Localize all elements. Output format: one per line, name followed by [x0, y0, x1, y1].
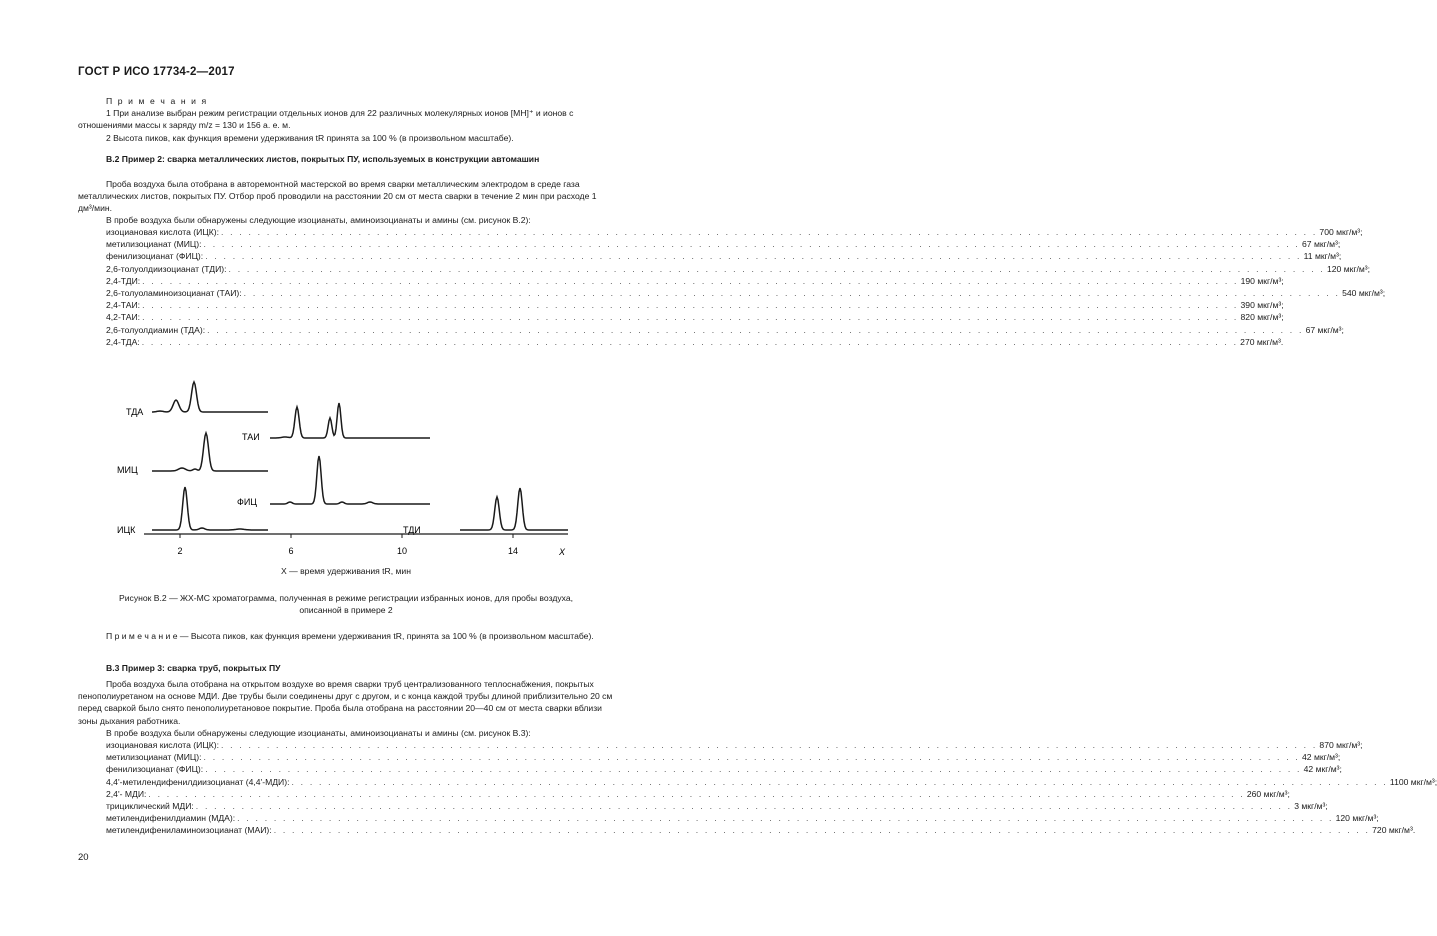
chromatogram-figure	[100, 372, 580, 582]
trace-label: ТДИ	[403, 525, 421, 535]
leader-dots: . . . . . . . . . . . . . . . . . . . . . . . . . . . . . . . . . . . . . . . . . . . . . . . . . . . . . . . . . . . . . . . . . . . . . . . . . . . . . . . . . . . . . . . . . . . . . . . . . . . . . . . . . . . . . . . . . . . . . . . .	[207, 324, 1304, 335]
concentration-value: 11 мкг/м³;	[1303, 251, 1342, 262]
concentration-value: 270 мкг/м³.	[1240, 336, 1284, 347]
substance-name: метилизоцианат (МИЦ):	[106, 752, 202, 763]
concentration-value: 190 мкг/м³;	[1240, 275, 1284, 286]
leader-dots: . . . . . . . . . . . . . . . . . . . . . . . . . . . . . . . . . . . . . . . . . . . . . . . . . . . . . . . . . . . . . . . . . . . . . . . . . . . . . . . . . . . . . . . . . . . . . . . . . . . . . . . . . . . . . . . . . . . . . . . .	[205, 764, 1302, 775]
leader-dots: . . . . . . . . . . . . . . . . . . . . . . . . . . . . . . . . . . . . . . . . . . . . . . . . . . . . . . . . . . . . . . . . . . . . . . . . . . . . . . . . . . . . . . . . . . . . . . . . . . . . . . . . . . . . . . . . . . . . . . . .	[273, 825, 1371, 836]
concentration-value: 820 мкг/м³;	[1240, 312, 1284, 323]
trace-tai	[270, 403, 430, 438]
notes-heading: П р и м е ч а н и я	[106, 96, 208, 106]
leader-dots: . . . . . . . . . . . . . . . . . . . . . . . . . . . . . . . . . . . . . . . . . . . . . . . . . . . . . . . . . . . . . . . . . . . . . . . . . . . . . . . . . . . . . . . . . . . . . . . . . . . . . . . . . . . . . . . . . . . . . . . .	[220, 227, 1318, 237]
leader-dots: . . . . . . . . . . . . . . . . . . . . . . . . . . . . . . . . . . . . . . . . . . . . . . . . . . . . . . . . . . . . . . . . . . . . . . . . . . . . . . . . . . . . . . . . . . . . . . . . . . . . . . . . . . . . . . . . . . . . . . . .	[220, 740, 1318, 750]
substance-name: метилизоцианат (МИЦ):	[106, 239, 202, 250]
substance-name: 2,4'- МДИ:	[106, 788, 147, 799]
concentration-value: 120 мкг/м³;	[1326, 263, 1371, 274]
list-item	[106, 776, 1437, 788]
x-tick-label: 2	[177, 546, 183, 556]
trace-tda	[152, 382, 268, 412]
section-b2-substance-list	[106, 226, 1386, 348]
concentration-value: 700 мкг/м³;	[1319, 227, 1363, 237]
page-number: 20	[78, 852, 89, 863]
concentration-value: 3 мкг/м³;	[1294, 800, 1328, 811]
substance-name: 2,6-толуоламиноизоцианат (ТАИ):	[106, 287, 242, 298]
leader-dots: . . . . . . . . . . . . . . . . . . . . . . . . . . . . . . . . . . . . . . . . . . . . . . . . . . . . . . . . . . . . . . . . . . . . . . . . . . . . . . . . . . . . . . . . . . . . . . . . . . . . . . . . . . . . . . . . . . . . . . . .	[203, 239, 1300, 250]
list-item	[106, 763, 1342, 775]
list-item	[106, 751, 1341, 763]
list-item	[106, 800, 1328, 812]
section-b3-title: B.3 Пример 3: сварка труб, покрытых ПУ	[106, 663, 281, 673]
trace-label: ФИЦ	[237, 497, 257, 507]
substance-name: метилендифениламиноизоцианат (МАИ):	[106, 825, 272, 836]
substance-name: 2,4-ТДИ:	[106, 275, 141, 286]
x-tick-label: 6	[288, 546, 294, 556]
list-item	[106, 824, 1416, 836]
leader-dots: . . . . . . . . . . . . . . . . . . . . . . . . . . . . . . . . . . . . . . . . . . . . . . . . . . . . . . . . . . . . . . . . . . . . . . . . . . . . . . . . . . . . . . . . . . . . . . . . . . . . . . . . . . . . . . . . . . . . . . . .	[142, 312, 1239, 323]
leader-dots: . . . . . . . . . . . . . . . . . . . . . . . . . . . . . . . . . . . . . . . . . . . . . . . . . . . . . . . . . . . . . . . . . . . . . . . . . . . . . . . . . . . . . . . . . . . . . . . . . . . . . . . . . . . . . . . . . . . . . . . .	[141, 336, 1239, 347]
concentration-value: 67 мкг/м³;	[1302, 239, 1341, 250]
substance-name: 2,4-ТДА:	[106, 336, 140, 347]
substance-name: изоциановая кислота (ИЦК):	[106, 227, 219, 237]
concentration-value: 42 мкг/м³;	[1302, 752, 1341, 763]
concentration-value: 870 мкг/м³;	[1319, 740, 1363, 750]
section-b3-substance-list	[106, 739, 1437, 837]
trace-label: ИЦК	[117, 525, 136, 535]
concentration-value: 42 мкг/м³;	[1303, 764, 1342, 775]
list-item	[106, 238, 1341, 250]
trace-label: МИЦ	[117, 465, 138, 475]
list-item	[106, 311, 1284, 323]
list-item	[106, 812, 1379, 824]
note-2: 2 Высота пиков, как функция времени удерживания tR принята за 100 % (в произвольном масштабе).	[106, 133, 514, 143]
list-item	[106, 788, 1290, 800]
leader-dots: . . . . . . . . . . . . . . . . . . . . . . . . . . . . . . . . . . . . . . . . . . . . . . . . . . . . . . . . . . . . . . . . . . . . . . . . . . . . . . . . . . . . . . . . . . . . . . . . . . . . . . . . . . . . . . . . . . . . . . . .	[142, 275, 1239, 286]
leader-dots: . . . . . . . . . . . . . . . . . . . . . . . . . . . . . . . . . . . . . . . . . . . . . . . . . . . . . . . . . . . . . . . . . . . . . . . . . . . . . . . . . . . . . . . . . . . . . . . . . . . . . . . . . . . . . . . . . . . . . . . .	[195, 800, 1293, 811]
list-item	[106, 226, 1363, 238]
x-tick-label: 14	[507, 546, 519, 556]
section-b3-paragraph-1: Проба воздуха была отобрана на открытом воздухе во время сварки труб централизованного теплоснабжения, покрытых пенополиуретаном на основе МДИ. Две трубы были соединены друг с другом, и с конца каждой трубы длиной приблизительно 20 см перед сваркой было снято пенополиуретановое покрытие. Проба была отобрана на расстоянии 20—40 см от места сварки вблизи зоны дыхания работника.	[78, 679, 613, 726]
trace-label: ТАИ	[242, 432, 260, 442]
list-item	[106, 739, 1363, 751]
substance-name: фенилизоцианат (ФИЦ):	[106, 764, 204, 775]
trace-ick	[152, 487, 268, 530]
substance-name: 4,4'-метилендифенилдиизоцианат (4,4'-МДИ):	[106, 776, 290, 787]
list-item	[106, 275, 1284, 287]
section-b2-paragraph-1: Проба воздуха была отобрана в авторемонтной мастерской во время сварки металлическим электродом в среде газа металлических листов, покрытых ПУ. Отбор проб проводили на расстоянии 20 см от места сварки в течение 2 мин при расходе 1 дм³/мин.	[78, 179, 597, 214]
list-item	[106, 250, 1342, 262]
substance-name: трициклический МДИ:	[106, 800, 194, 811]
figure-note: П р и м е ч а н и е — Высота пиков, как функция времени удерживания tR, принята за 100 % (в произвольном масштабе).	[106, 631, 594, 641]
substance-name: фенилизоцианат (ФИЦ):	[106, 251, 204, 262]
list-item	[106, 299, 1284, 311]
trace-label: ТДА	[126, 407, 144, 417]
concentration-value: 67 мкг/м³;	[1305, 324, 1344, 335]
x-tick-label: 10	[396, 546, 408, 556]
leader-dots: . . . . . . . . . . . . . . . . . . . . . . . . . . . . . . . . . . . . . . . . . . . . . . . . . . . . . . . . . . . . . . . . . . . . . . . . . . . . . . . . . . . . . . . . . . . . . . . . . . . . . . . . . . . . . . . . . . . . . . . .	[142, 300, 1239, 311]
figure-caption-line-1: Рисунок B.2 — ЖХ-МС хроматограмма, полученная в режиме регистрации избранных ионов, для пробы воздуха,	[118, 593, 574, 603]
concentration-value: 720 мкг/м³.	[1372, 825, 1416, 836]
concentration-value: 120 мкг/м³;	[1335, 813, 1379, 824]
section-b3-paragraph-2: В пробе воздуха были обнаружены следующие изоцианаты, аминоизоцианаты и амины (см. рисунок B.3):	[106, 728, 531, 738]
leader-dots: . . . . . . . . . . . . . . . . . . . . . . . . . . . . . . . . . . . . . . . . . . . . . . . . . . . . . . . . . . . . . . . . . . . . . . . . . . . . . . . . . . . . . . . . . . . . . . . . . . . . . . . . . . . . . . . . . . . . . . . .	[291, 776, 1388, 787]
section-b2-paragraph-2: В пробе воздуха были обнаружены следующие изоцианаты, аминоизоцианаты и амины (см. рисунок B.2):	[106, 215, 531, 225]
leader-dots: . . . . . . . . . . . . . . . . . . . . . . . . . . . . . . . . . . . . . . . . . . . . . . . . . . . . . . . . . . . . . . . . . . . . . . . . . . . . . . . . . . . . . . . . . . . . . . . . . . . . . . . . . . . . . . . . . . . . . . . .	[237, 813, 1334, 824]
concentration-value: 390 мкг/м³;	[1240, 300, 1284, 311]
section-b2-title: B.2 Пример 2: сварка металлических листов, покрытых ПУ, используемых в конструкции автомашин	[106, 154, 540, 164]
x-axis-letter: X	[559, 547, 566, 557]
substance-name: 4,2-ТАИ:	[106, 312, 141, 323]
leader-dots: . . . . . . . . . . . . . . . . . . . . . . . . . . . . . . . . . . . . . . . . . . . . . . . . . . . . . . . . . . . . . . . . . . . . . . . . . . . . . . . . . . . . . . . . . . . . . . . . . . . . . . . . . . . . . . . . . . . . . . . .	[205, 251, 1302, 262]
substance-name: метилендифенилдиамин (МДА):	[106, 813, 236, 824]
concentration-value: 1100 мкг/м³;	[1389, 776, 1437, 787]
note-1: 1 При анализе выбран режим регистрации отдельных ионов для 22 различных молекулярных ионов [MH]⁺ и ионов с отношениями массы к заряду m/z = 130 и 156 а. е. м.	[78, 108, 574, 131]
leader-dots: . . . . . . . . . . . . . . . . . . . . . . . . . . . . . . . . . . . . . . . . . . . . . . . . . . . . . . . . . . . . . . . . . . . . . . . . . . . . . . . . . . . . . . . . . . . . . . . . . . . . . . . . . . . . . . . . . . . . . . . .	[203, 752, 1300, 763]
list-item	[106, 324, 1344, 336]
substance-name: 2,6-толуолдиамин (ТДА):	[106, 324, 206, 335]
figure-x-axis-label: X — время удерживания tR, мин	[281, 566, 411, 576]
trace-fic	[270, 456, 430, 504]
leader-dots: . . . . . . . . . . . . . . . . . . . . . . . . . . . . . . . . . . . . . . . . . . . . . . . . . . . . . . . . . . . . . . . . . . . . . . . . . . . . . . . . . . . . . . . . . . . . . . . . . . . . . . . . . . . . . . . . . . . . . . . .	[243, 287, 1341, 298]
substance-name: 2,4-ТАИ:	[106, 300, 141, 311]
list-item	[106, 336, 1284, 348]
list-item	[106, 287, 1386, 299]
trace-tdi	[460, 488, 568, 530]
substance-name: 2,6-толуолдиизоцианат (ТДИ):	[106, 263, 227, 274]
figure-caption-line-2: описанной в примере 2	[299, 605, 393, 615]
document-header: ГОСТ Р ИСО 17734-2—2017	[78, 66, 235, 78]
leader-dots: . . . . . . . . . . . . . . . . . . . . . . . . . . . . . . . . . . . . . . . . . . . . . . . . . . . . . . . . . . . . . . . . . . . . . . . . . . . . . . . . . . . . . . . . . . . . . . . . . . . . . . . . . . . . . . . . . . . . . . . .	[228, 263, 1325, 274]
substance-name: изоциановая кислота (ИЦК):	[106, 740, 219, 750]
leader-dots: . . . . . . . . . . . . . . . . . . . . . . . . . . . . . . . . . . . . . . . . . . . . . . . . . . . . . . . . . . . . . . . . . . . . . . . . . . . . . . . . . . . . . . . . . . . . . . . . . . . . . . . . . . . . . . . . . . . . . . . .	[148, 788, 1245, 799]
concentration-value: 540 мкг/м³;	[1342, 287, 1386, 298]
list-item	[106, 263, 1371, 275]
concentration-value: 260 мкг/м³;	[1246, 788, 1290, 799]
